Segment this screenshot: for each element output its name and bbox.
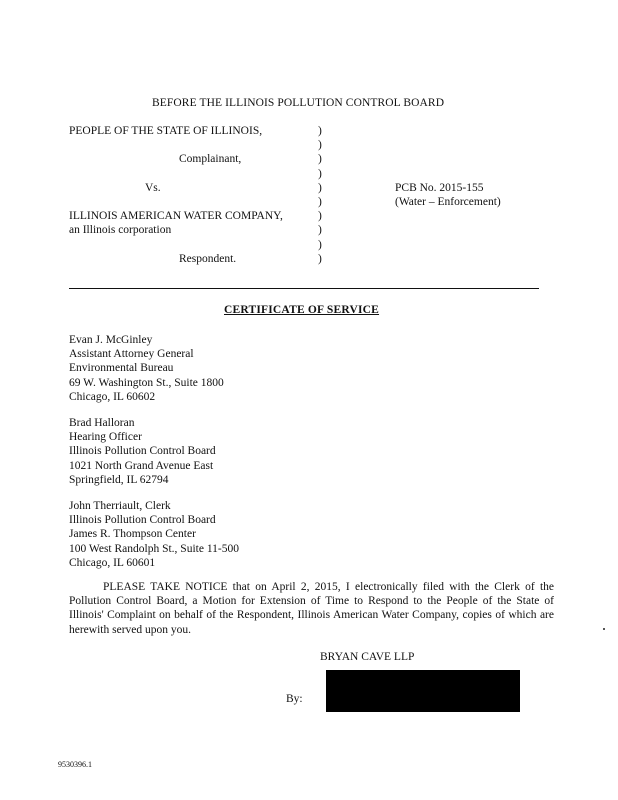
case-number-block <box>395 181 501 209</box>
caption-parties <box>69 124 309 266</box>
address-line: Assistant Attorney General <box>69 348 194 361</box>
address-line: Springfield, IL 62794 <box>69 473 169 486</box>
case-type: (Water – Enforcement) <box>395 196 501 209</box>
caption-line: Respondent. <box>179 252 237 265</box>
paren: ) <box>318 210 322 223</box>
address-line: James R. Thompson Center <box>69 528 196 541</box>
paren: ) <box>318 195 322 208</box>
address-line: 69 W. Washington St., Suite 1800 <box>69 376 224 389</box>
caption-line: PEOPLE OF THE STATE OF ILLINOIS, <box>69 125 263 137</box>
paren: ) <box>318 181 322 194</box>
document-id: 9530396.1 <box>58 760 92 769</box>
margin-mark <box>603 628 605 630</box>
caption-line: ILLINOIS AMERICAN WATER COMPANY, <box>69 210 283 223</box>
divider <box>69 288 539 289</box>
paren: ) <box>318 125 322 137</box>
address-line: Chicago, IL 60601 <box>69 556 156 569</box>
address-line: 100 West Randolph St., Suite 11-500 <box>69 542 239 555</box>
court-heading: BEFORE THE ILLINOIS POLLUTION CONTROL BOARD <box>152 97 445 109</box>
recipient-block <box>69 499 239 570</box>
certificate-title: CERTIFICATE OF SERVICE <box>224 304 380 316</box>
paren: ) <box>318 252 322 265</box>
caption-line <box>69 195 309 209</box>
caption-line: Vs. <box>145 181 161 194</box>
caption-line <box>69 238 309 252</box>
notice-text: PLEASE TAKE NOTICE that on April 2, 2015, I electronically filed with the Clerk of the Pollution Control Board, a Motion for Extension of Time to Respond to the People of the State of Illinois' Complaint on behalf of the Respondent, Illinois American Water Company, copies of which are herewith served upon you. <box>69 581 554 636</box>
caption-line: Complainant, <box>179 153 242 166</box>
address-line: John Therriault, Clerk <box>69 500 171 512</box>
address-line: Illinois Pollution Control Board <box>69 445 216 458</box>
paren: ) <box>318 238 322 251</box>
address-line: Environmental Bureau <box>69 362 174 375</box>
paren: ) <box>318 224 322 237</box>
paren: ) <box>318 153 322 166</box>
by-label: By: <box>286 693 303 705</box>
address-line: Brad Halloran <box>69 417 135 429</box>
notice-paragraph <box>69 580 554 637</box>
paren: ) <box>318 139 322 152</box>
caption-parens <box>318 124 322 266</box>
address-line: Evan J. McGinley <box>69 334 153 346</box>
address-line: Chicago, IL 60602 <box>69 390 156 403</box>
caption-line <box>69 167 309 181</box>
recipient-block <box>69 416 216 487</box>
redacted-signature <box>326 670 520 712</box>
address-line: 1021 North Grand Avenue East <box>69 459 214 472</box>
address-line: Hearing Officer <box>69 431 142 444</box>
address-line: Illinois Pollution Control Board <box>69 514 216 527</box>
firm-name: BRYAN CAVE LLP <box>320 651 415 663</box>
caption-line: an Illinois corporation <box>69 224 172 237</box>
case-number: PCB No. 2015-155 <box>395 182 484 194</box>
recipient-block <box>69 333 224 404</box>
paren: ) <box>318 167 322 180</box>
caption-line <box>69 138 309 152</box>
